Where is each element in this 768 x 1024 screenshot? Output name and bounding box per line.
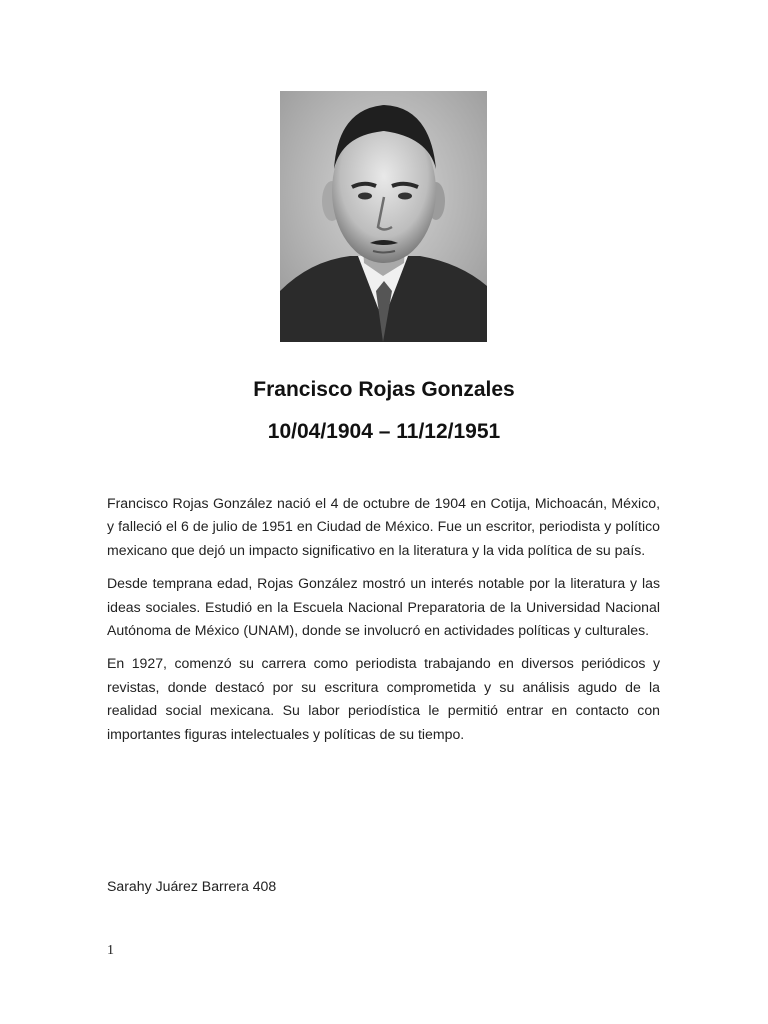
page-number: 1: [107, 943, 114, 958]
portrait-illustration: [280, 91, 487, 342]
paragraph: Francisco Rojas González nació el 4 de octubre de 1904 en Cotija, Michoacán, México, y falleció el 6 de julio de 1951 en Ciudad de México. Fue un escritor, periodista y político mexicano que dejó un impacto significativo en la literatura y la vida política de su país.: [107, 495, 660, 558]
paragraph: En 1927, comenzó su carrera como periodista trabajando en diversos periódicos y revistas, donde destacó por su escritura comprometida y su análisis agudo de la realidad social mexicana. Su labor periodística le permitió entrar en contacto con importantes figuras intelectuales y políticas de su tiempo.: [107, 655, 660, 742]
portrait-photo: [280, 91, 487, 342]
life-dates-heading: 10/04/1904 – 11/12/1951: [267, 420, 501, 443]
author-line: Sarahy Juárez Barrera 408: [107, 878, 277, 894]
biography-text: [107, 492, 660, 756]
paragraph: Desde temprana edad, Rojas González mostró un interés notable por la literatura y las ideas sociales. Estudió en la Escuela Nacional Preparatoria de la Universidad Nacional Autónoma de México (UNAM), donde se involucró en actividades políticas y culturales.: [107, 575, 660, 639]
person-name-heading: Francisco Rojas Gonzales: [253, 378, 515, 401]
